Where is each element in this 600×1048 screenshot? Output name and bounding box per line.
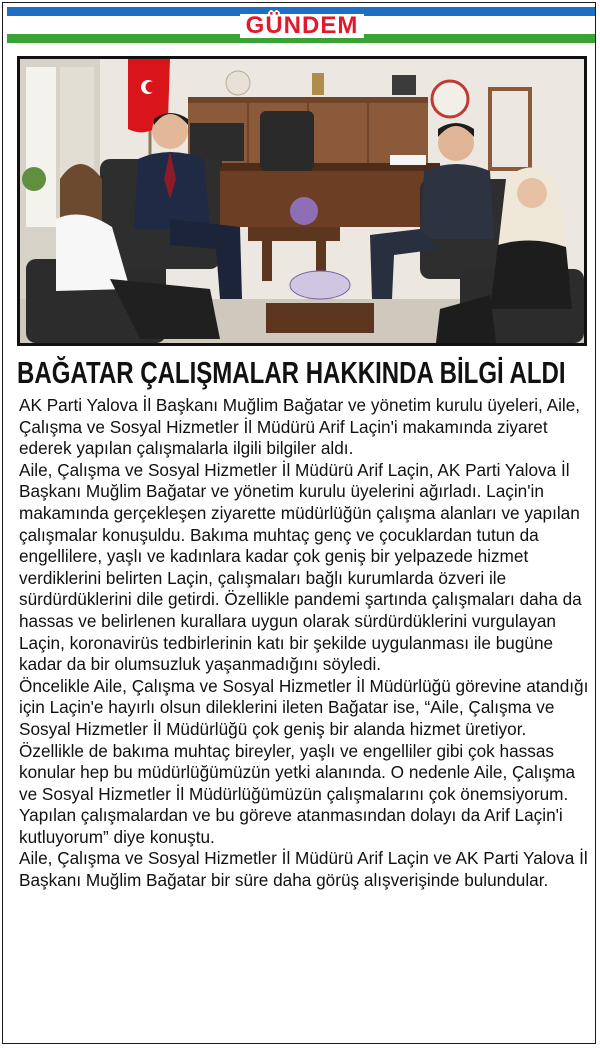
article-paragraph: Öncelikle Aile, Çalışma ve Sosyal Hizmetler İl Müdürlüğü görevine atandığı için Laçin'e hayırlı olsun dileklerini ileten Bağatar ise, “Aile, Çalışma ve Sosyal Hizmetler İl Müdürlüğü çok geniş bir alanda hizmet üretiyor. Özellikle de bakıma muhtaç bireyler, yaşlı ve engelliler gibi çok hassas konular hep bu müdürlüğümüzün yetki alanında. O nedenle Aile, Çalışma ve Sosyal Hizmetler İl Müdürlüğümüzün çalışmalarını çok önemsiyorum. Yapılan çalışmalardan ve bu göreve atanmasından dolayı da Arif Laçin'i kutluyorum” diye konuştu. (19, 675, 589, 847)
person-icon (517, 178, 547, 208)
article-paragraph: Aile, Çalışma ve Sosyal Hizmetler İl Müdürü Arif Laçin, AK Parti Yalova İl Başkanı Muğlim Bağatar ve yönetim kurulu üyelerini ağırladı. Laçin'in makamında gerçekleşen ziyarette müdürlüğün çalışma alanları ve yapılan çalışmalar konuşuldu. Bakıma muhtaç genç ve çocuklardan tutun da engellilere, yaşlı ve kadınlara kadar çok geniş bir yelpazede hizmet verdiklerini belirten Laçin, çalışmaları bağlı kurumlarda özveri ile sürdürdüklerini dile getirdi. Özellikle pandemi şartında çalışmaları daha da hassas ve belirlenen kurallara uygun olarak sürdürdüklerini vurgulayan Laçin, koronavirüs tedbirlerinin katı bir şekilde uygulanması ile bugüne kadar da bir olumsuzluk yaşanmadığını söyledi. (19, 459, 582, 675)
trophy-icon (312, 73, 324, 95)
section-title-wrap (7, 14, 596, 38)
table-leg (262, 241, 272, 281)
dark-dress (490, 240, 572, 309)
cabinet-top (188, 97, 428, 103)
newspaper-clipping (2, 2, 596, 1044)
headline: BAĞATAR ÇALIŞMALAR HAKKINDA BİLGİ ALDI (17, 355, 566, 390)
front-table (266, 303, 374, 333)
flag-crescent-cut (146, 82, 157, 93)
article-paragraph: Aile, Çalışma ve Sosyal Hizmetler İl Müdürü Arif Laçin ve AK Parti Yalova İl Başkanı Muğlim Bağatar bir süre daha görüş alışverişinde bulundular. (19, 848, 588, 891)
coffee-table (248, 227, 340, 241)
section-title: GÜNDEM (240, 14, 365, 38)
news-photo (17, 56, 587, 346)
dark-suit (420, 164, 494, 239)
section-banner (7, 7, 596, 43)
emblem-icon (432, 81, 468, 117)
decorative-plate-icon (226, 71, 250, 95)
plant-icon (22, 167, 46, 191)
office-chair (260, 111, 314, 171)
article-body (19, 395, 595, 892)
monitor-icon (190, 123, 244, 161)
frame-icon (392, 75, 416, 95)
office-meeting-illustration (20, 59, 584, 343)
papers-icon (390, 155, 426, 165)
flowers-icon (290, 197, 318, 225)
article-paragraph: AK Parti Yalova İl Başkanı Muğlim Bağatar ve yönetim kurulu üyeleri, Aile, Çalışma ve Sosyal Hizmetler İl Müdürü Arif Laçin'i makamında ziyaret ederek yapılan çalışmalarla ilgili bilgiler aldı. (19, 395, 581, 459)
flowers-icon (290, 271, 350, 299)
window-blind-icon (26, 67, 56, 227)
